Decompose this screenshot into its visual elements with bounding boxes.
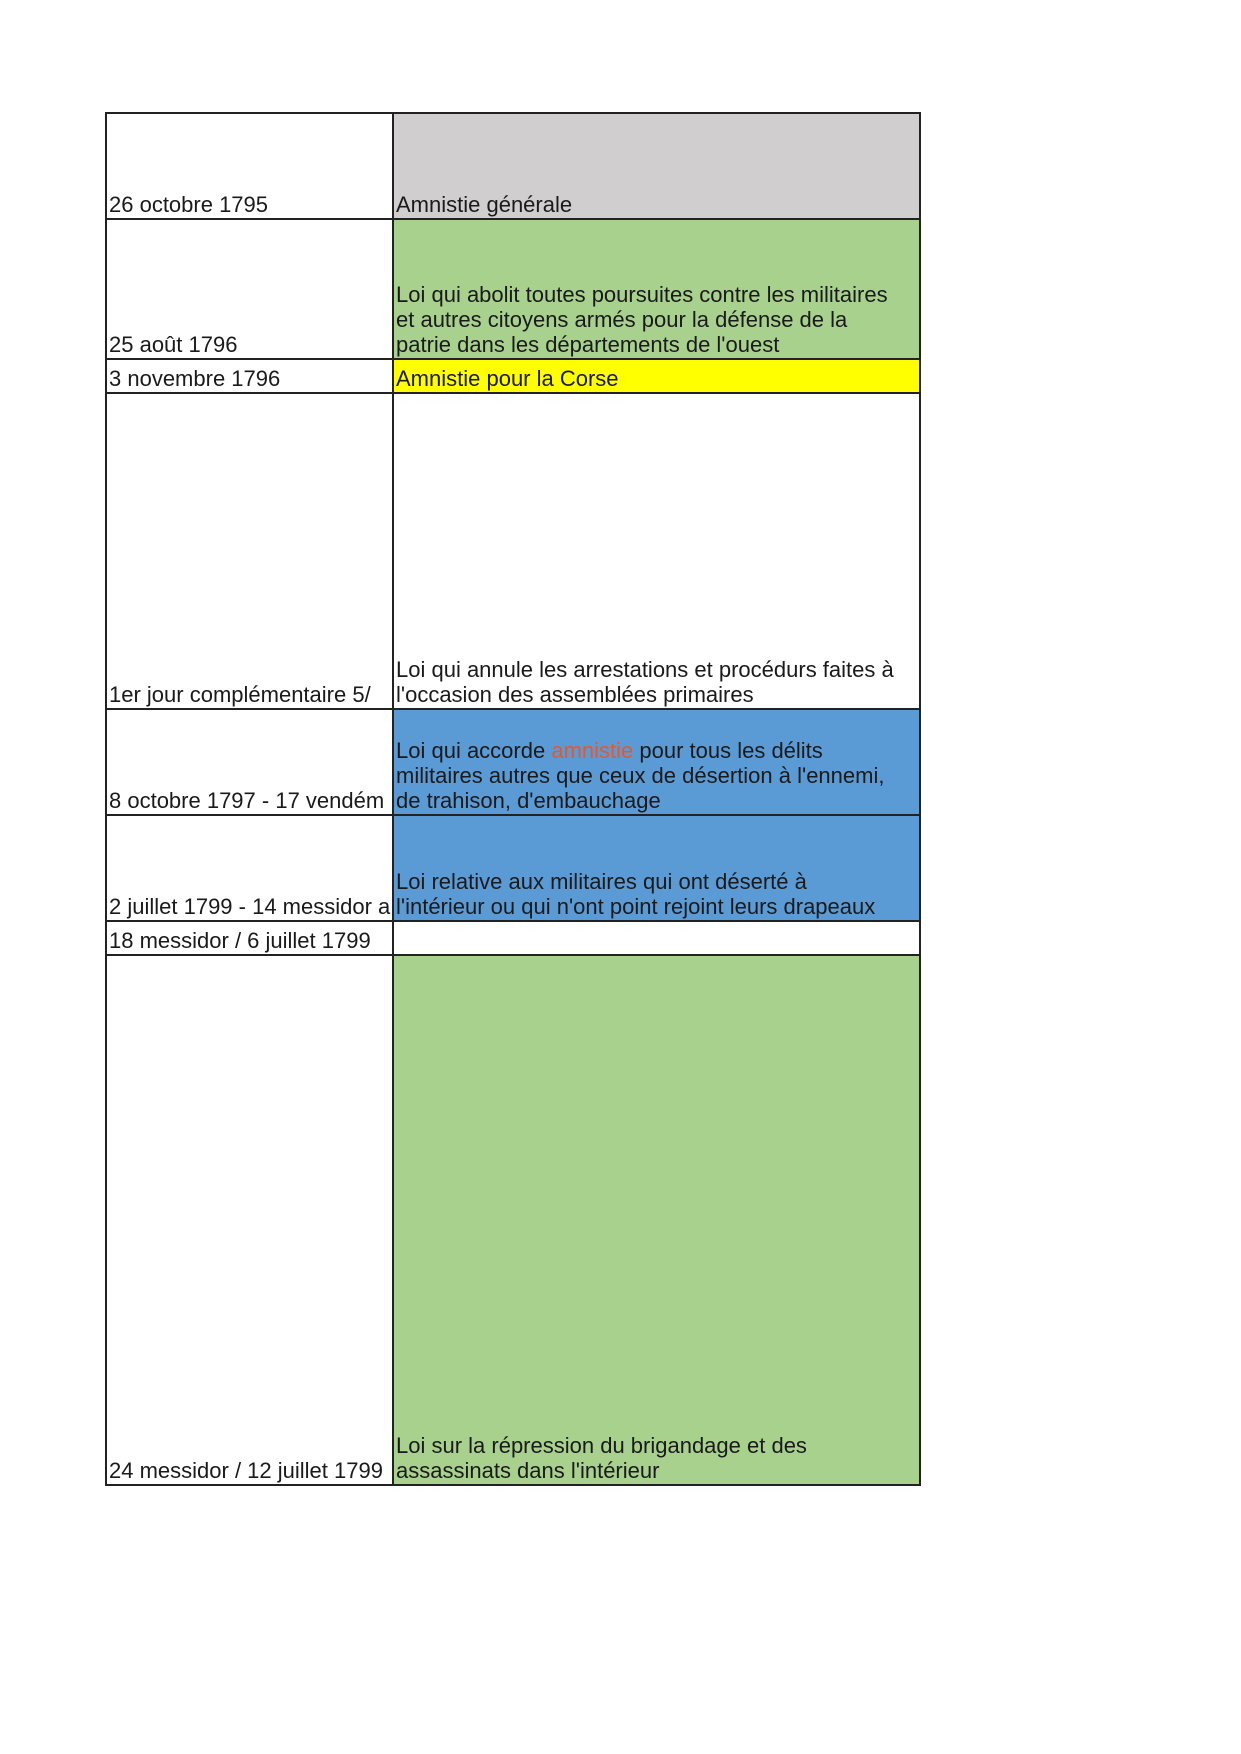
date-text: 18 messidor / 6 juillet 1799 [109,928,371,953]
date-cell[interactable] [107,710,394,814]
description-line: Loi sur la répression du brigandage et des [396,1433,807,1458]
description-cell[interactable] [394,220,921,358]
table-row [107,710,921,816]
date-text: 25 août 1796 [109,332,238,357]
date-text: 3 novembre 1796 [109,366,281,391]
table-row [107,360,921,394]
description-line: et autres citoyens armés pour la défense de la [396,307,848,332]
table-row [107,956,921,1486]
date-cell[interactable] [107,114,394,218]
description-line [396,738,918,763]
description-cell[interactable] [394,816,921,920]
description-cell[interactable] [394,394,921,708]
description-line: l'occasion des assemblées primaires [396,682,754,707]
date-cell[interactable] [107,394,394,708]
date-text: 1er jour complémentaire 5/ [109,682,371,707]
date-cell[interactable] [107,956,394,1484]
date-cell[interactable] [107,360,394,392]
description-line: assassinats dans l'intérieur [396,1458,660,1483]
date-text: 2 juillet 1799 - 14 messidor a [109,894,391,919]
date-text: 26 octobre 1795 [109,192,269,217]
description-cell[interactable] [394,360,921,392]
description-text: Loi qui accorde [396,738,552,763]
table-row [107,394,921,710]
description-line: Amnistie générale [396,192,573,217]
description-line: Loi relative aux militaires qui ont déserté à [396,869,807,894]
table-row [107,816,921,922]
spreadsheet-table [105,112,921,1486]
description-cell[interactable] [394,922,921,954]
description-line: Loi qui abolit toutes poursuites contre les militaires [396,282,888,307]
description-cell[interactable] [394,710,921,814]
date-cell[interactable] [107,922,394,954]
table-row [107,114,921,220]
date-cell[interactable] [107,220,394,358]
description-cell[interactable] [394,114,921,218]
date-text: 8 octobre 1797 - 17 vendém [109,788,385,813]
description-line: Amnistie pour la Corse [396,366,619,391]
date-text: 24 messidor / 12 juillet 1799 [109,1458,383,1483]
table-row [107,922,921,956]
description-line: patrie dans les départements de l'ouest [396,332,780,357]
description-text: pour tous les délits [633,738,823,763]
description-line: Loi qui annule les arrestations et procédurs faites à [396,657,894,682]
amnistie-highlight: amnistie [551,738,634,763]
description-line: de trahison, d'embauchage [396,788,661,813]
table-row [107,220,921,360]
date-cell[interactable] [107,816,394,920]
description-cell[interactable] [394,956,921,1484]
description-line: militaires autres que ceux de désertion à l'ennemi, [396,763,885,788]
description-line: l'intérieur ou qui n'ont point rejoint leurs drapeaux [396,894,876,919]
